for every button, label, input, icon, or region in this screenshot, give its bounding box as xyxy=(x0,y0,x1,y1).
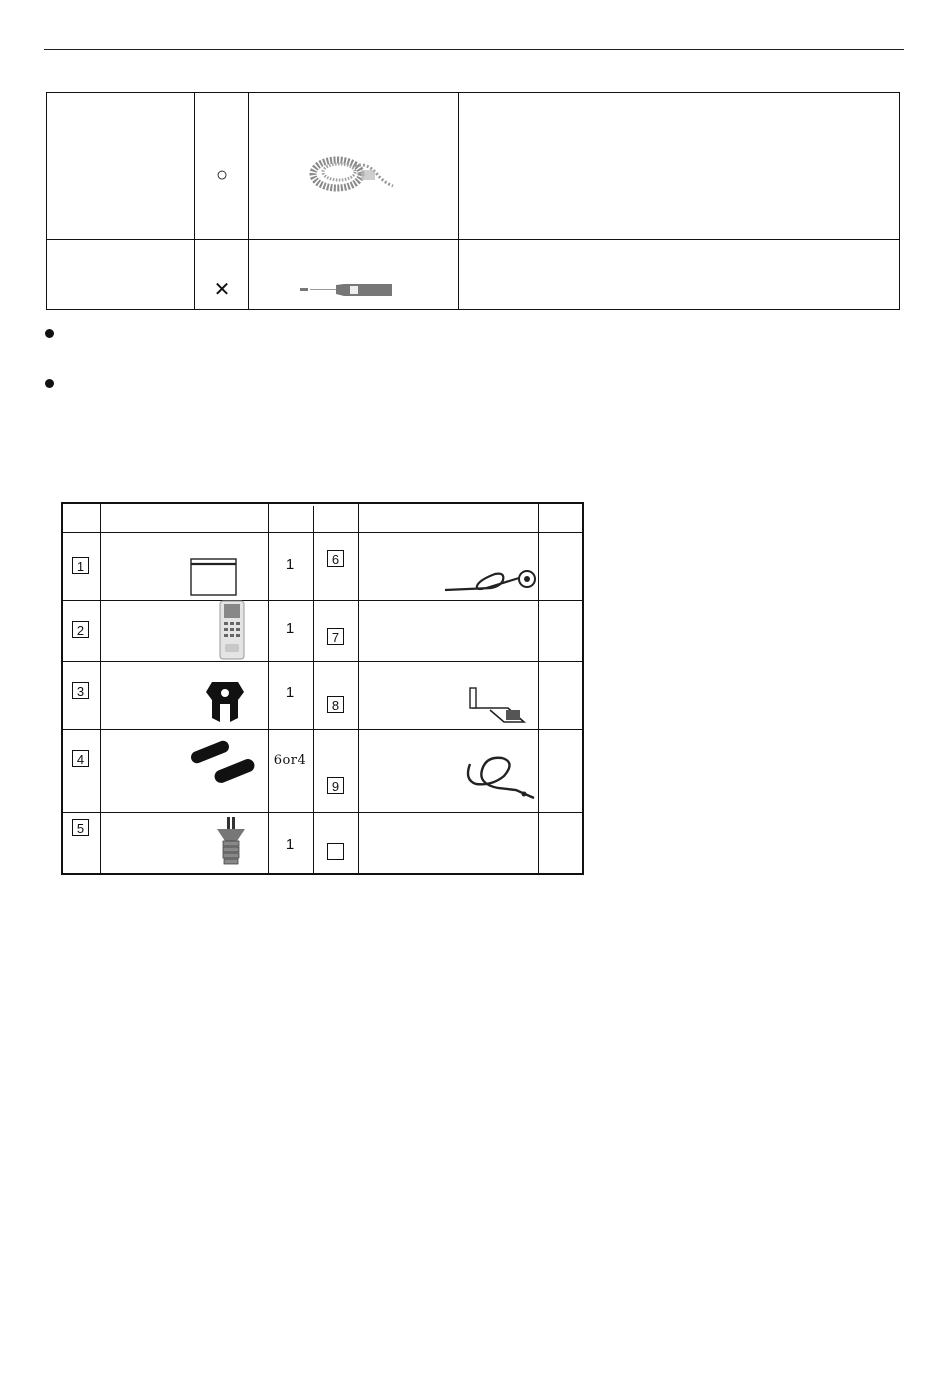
quantity: 1 xyxy=(285,836,295,853)
item-number: 9 xyxy=(327,777,344,794)
bullet-2 xyxy=(45,379,54,388)
item-number: 6 xyxy=(327,550,344,567)
item-number: 1 xyxy=(72,557,89,574)
drain-hose-icon xyxy=(468,682,528,724)
quantity: 6or4 xyxy=(273,753,307,768)
item-number: 7 xyxy=(327,628,344,645)
quantity: 1 xyxy=(285,556,295,573)
pipe-coil-icon xyxy=(305,152,400,197)
mounting-plate-icon xyxy=(190,558,238,598)
bullet-1 xyxy=(45,329,54,338)
item-number: 3 xyxy=(72,682,89,699)
power-cord-icon xyxy=(443,568,539,594)
included-mark: ○ xyxy=(215,164,229,186)
item-number: 2 xyxy=(72,621,89,638)
item-number: 8 xyxy=(327,696,344,713)
screw-icon xyxy=(215,815,247,867)
sealant-tube-icon xyxy=(300,282,395,298)
quantity: 1 xyxy=(285,684,295,701)
pipe-coil-icon xyxy=(464,752,536,802)
remote-holder-icon xyxy=(202,678,248,724)
item-number: 4 xyxy=(72,750,89,767)
header-rule xyxy=(44,49,904,50)
item-number-empty xyxy=(327,843,344,860)
wall-plug-icon xyxy=(188,738,260,784)
quantity: 1 xyxy=(285,620,295,637)
excluded-mark: ✕ xyxy=(213,279,231,301)
item-number: 5 xyxy=(72,819,89,836)
remote-controller-icon xyxy=(219,600,245,660)
